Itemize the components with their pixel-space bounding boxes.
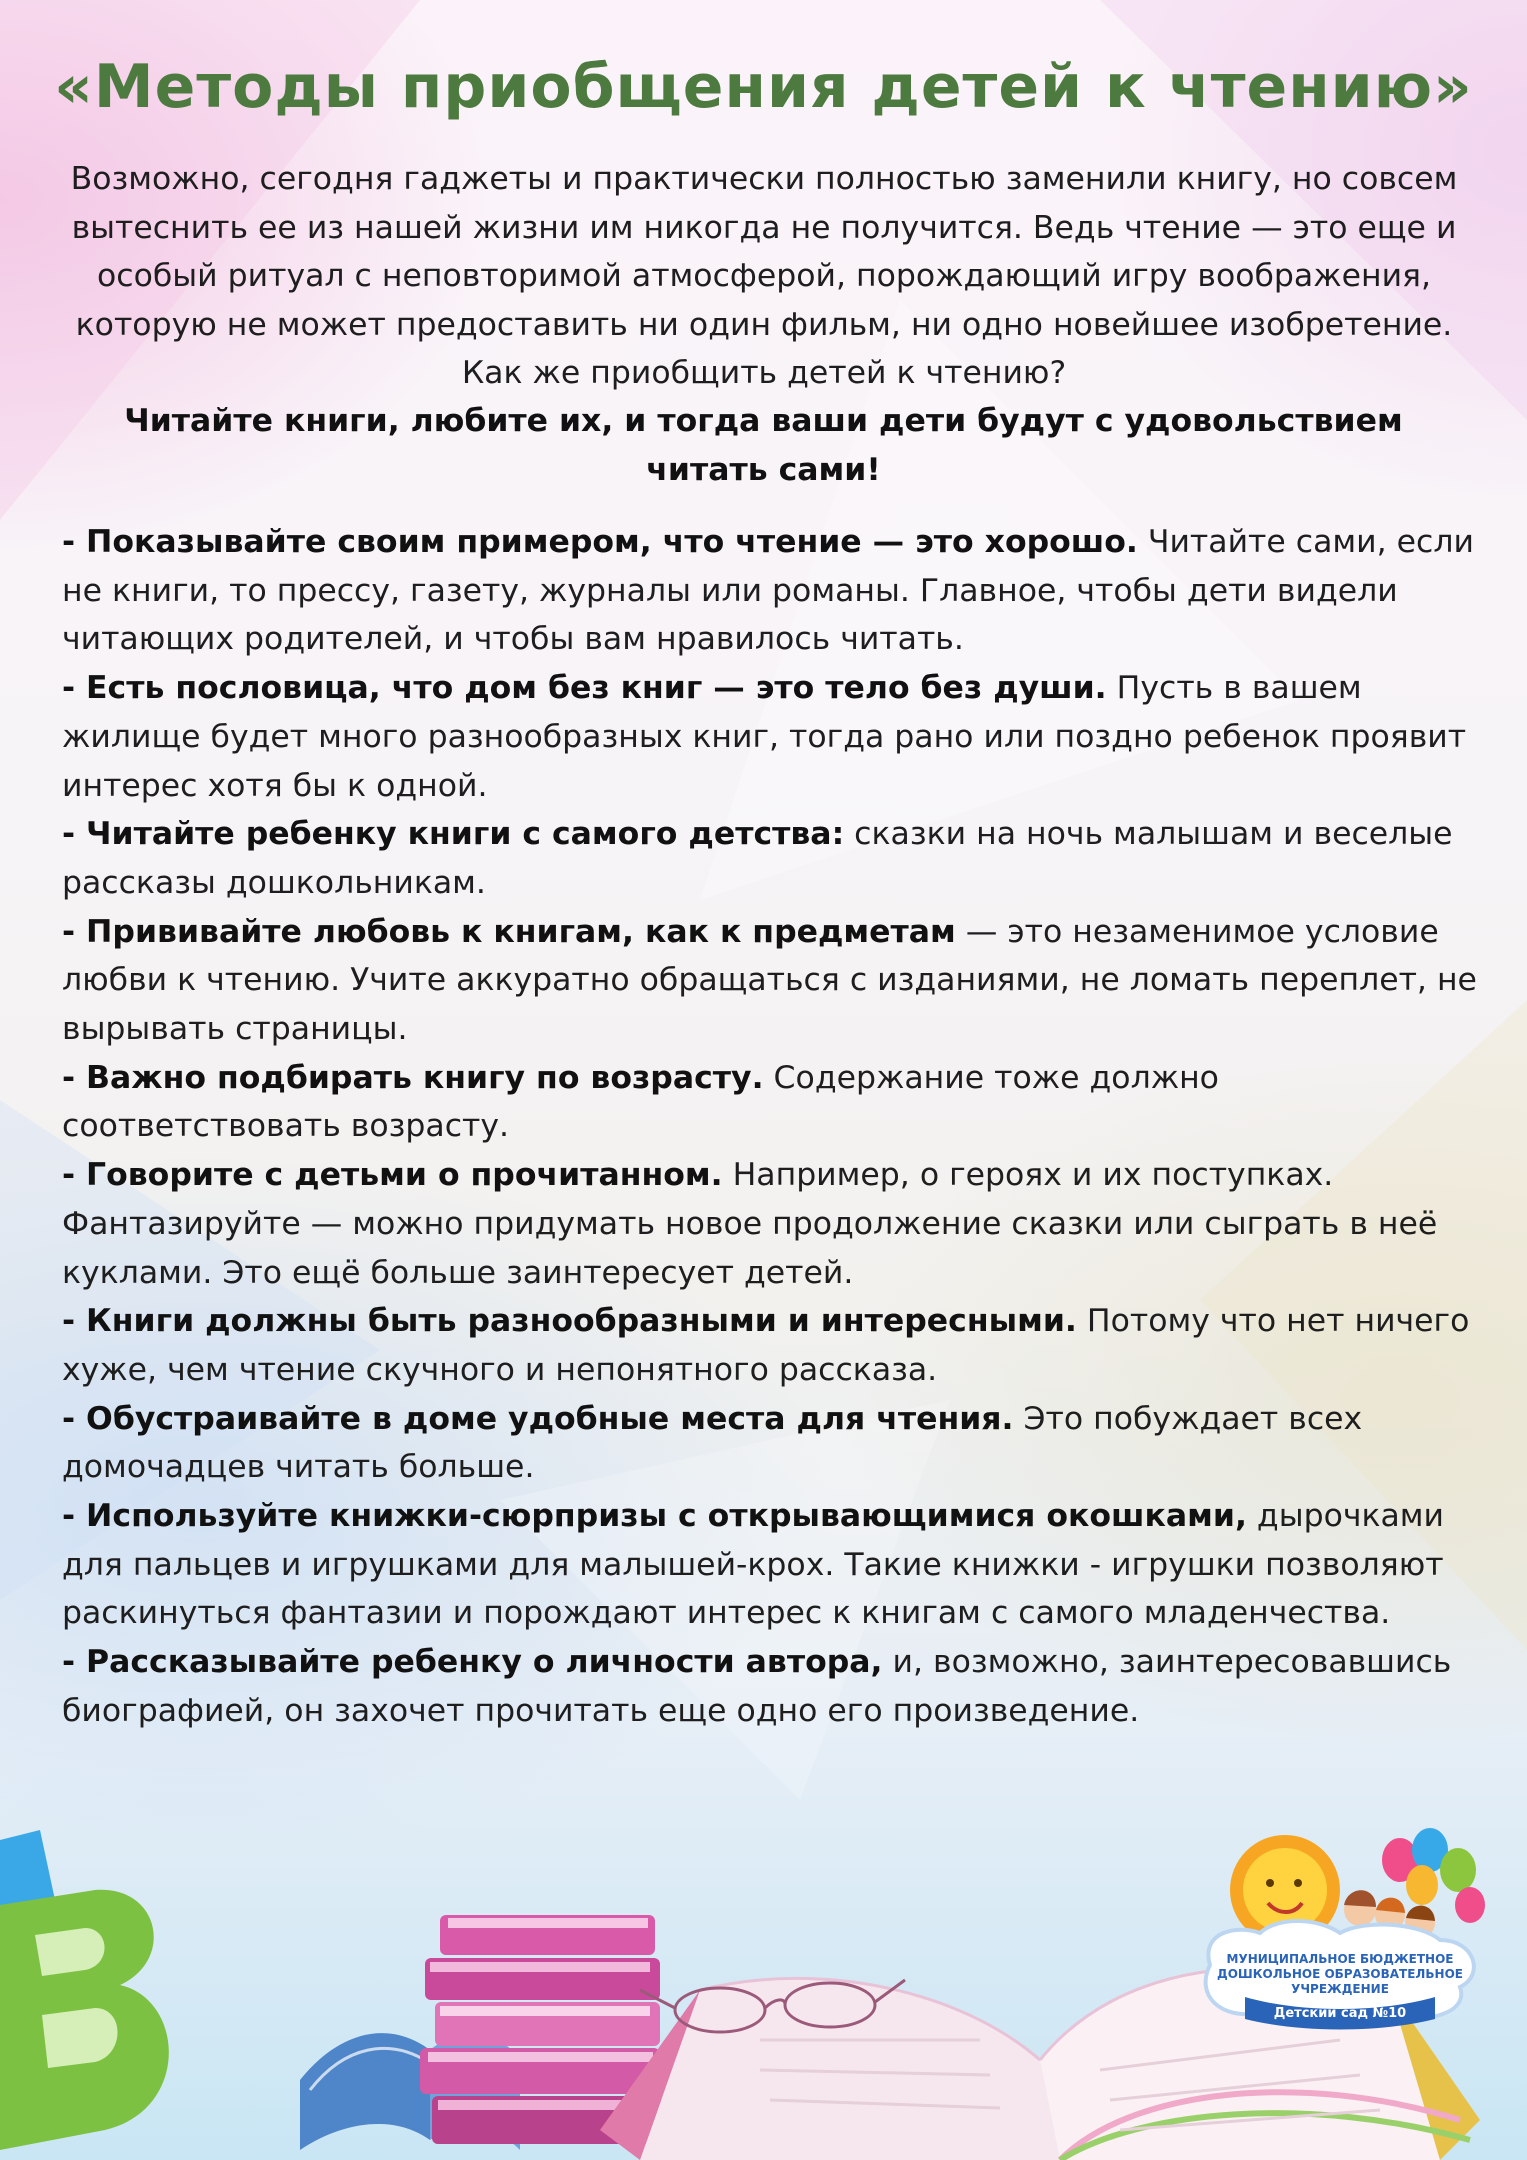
tip-text: — это незаменимое условие любви к чтению. Учите аккуратно обращаться с изданиями, не ломать переплет, не вырывать страницы.: [62, 913, 1477, 1048]
tip-text: дырочками для пальцев и игрушками для малышей-крох. Такие книжки - игрушки позволяют раскинуться фантазии и порождают интерес к книгам с самого младенчества.: [62, 1498, 1445, 1632]
tip-item: [62, 664, 1482, 810]
tip-text: Читайте сами, если не книги, то прессу, газету, журналы или романы. Главное, чтобы дети видели читающих родителей, и чтобы вам нравилось читать.: [62, 524, 1474, 658]
tip-heading: - Есть пословица, что дом без книг — это тело без души.: [62, 670, 1107, 707]
tip-text: Это побуждает всех домочадцев читать больше.: [62, 1400, 1363, 1486]
tip-item: [62, 1492, 1482, 1638]
tip-text: сказки на ночь малышам и веселые рассказы дошкольникам.: [62, 816, 1453, 901]
tip-heading: - Используйте книжки-сюрпризы с открывающимися окошками,: [62, 1498, 1247, 1535]
tip-heading: - Показывайте своим примером, что чтение — это хорошо.: [62, 524, 1138, 560]
tip-item: [62, 1151, 1482, 1297]
logo-text-line: ДОШКОЛЬНОЕ ОБРАЗОВАТЕЛЬНОЕ: [1217, 1967, 1463, 1981]
tip-heading: - Читайте ребенку книги с самого детства:: [62, 816, 845, 853]
tip-item: [62, 518, 1482, 664]
tip-text: Пусть в вашем жилище будет много разнообразных книг, тогда рано или поздно ребенок проявит интерес хотя бы к одной.: [62, 670, 1467, 804]
tip-heading: - Обустраивайте в доме удобные места для чтения.: [62, 1400, 1014, 1437]
tip-text: Потому что нет ничего хуже, чем чтение скучного и непонятного рассказа.: [62, 1303, 1470, 1388]
motto-text: Читайте книги, любите их, и тогда ваши дети будут с удовольствием читать сами!: [124, 403, 1403, 488]
tip-text: и, возможно, заинтересовавшись биографией, он захочет прочитать еще одно его произведение.: [62, 1644, 1452, 1729]
tip-heading: - Книги должны быть разнообразными и интересными.: [62, 1303, 1077, 1340]
intro-paragraph: Возможно, сегодня гаджеты и практически полностью заменили книгу, но совсем вытеснить ее из нашей жизни им никогда не получится. Ведь чтение — это еще и особый ритуал с неповторимой атмосферой, порождающий игру воображения, которую не может предоставить ни один фильм, ни одно новейшее изобретение. Как же приобщить детей к чтению?: [70, 161, 1458, 391]
tip-text: Содержание тоже должно соответствовать возрасту.: [62, 1059, 1219, 1145]
tip-item: [62, 810, 1482, 907]
tips-list: [62, 518, 1482, 1736]
tip-item: [62, 908, 1482, 1054]
kindergarten-logo: [1190, 1815, 1490, 2030]
logo-text-line: МУНИЦИПАЛЬНОЕ БЮДЖЕТНОЕ: [1226, 1952, 1454, 1966]
logo-ribbon-text: Детский сад №10: [1273, 2006, 1407, 2021]
tip-heading: - Важно подбирать книгу по возрасту.: [62, 1059, 764, 1096]
logo-text-line: УЧРЕЖДЕНИЕ: [1291, 1982, 1389, 1996]
tip-heading: - Говорите с детьми о прочитанном.: [62, 1157, 723, 1194]
tip-text: Например, о героях и их поступках. Фантазируйте — можно придумать новое продолжение сказки или сыграть в неё куклами. Это ещё больше заинтересует детей.: [62, 1157, 1438, 1291]
tip-heading: - Прививайте любовь к книгам, как к предметам: [62, 913, 956, 950]
tip-item: [62, 1054, 1482, 1151]
page-title: «Методы приобщения детей к чтению»: [54, 52, 1473, 122]
tip-item: [62, 1638, 1482, 1735]
tip-item: [62, 1297, 1482, 1394]
letter-blocks-icon: [0, 1780, 169, 2160]
tip-item: [62, 1395, 1482, 1492]
tip-heading: - Рассказывайте ребенку о личности автора,: [62, 1644, 883, 1681]
